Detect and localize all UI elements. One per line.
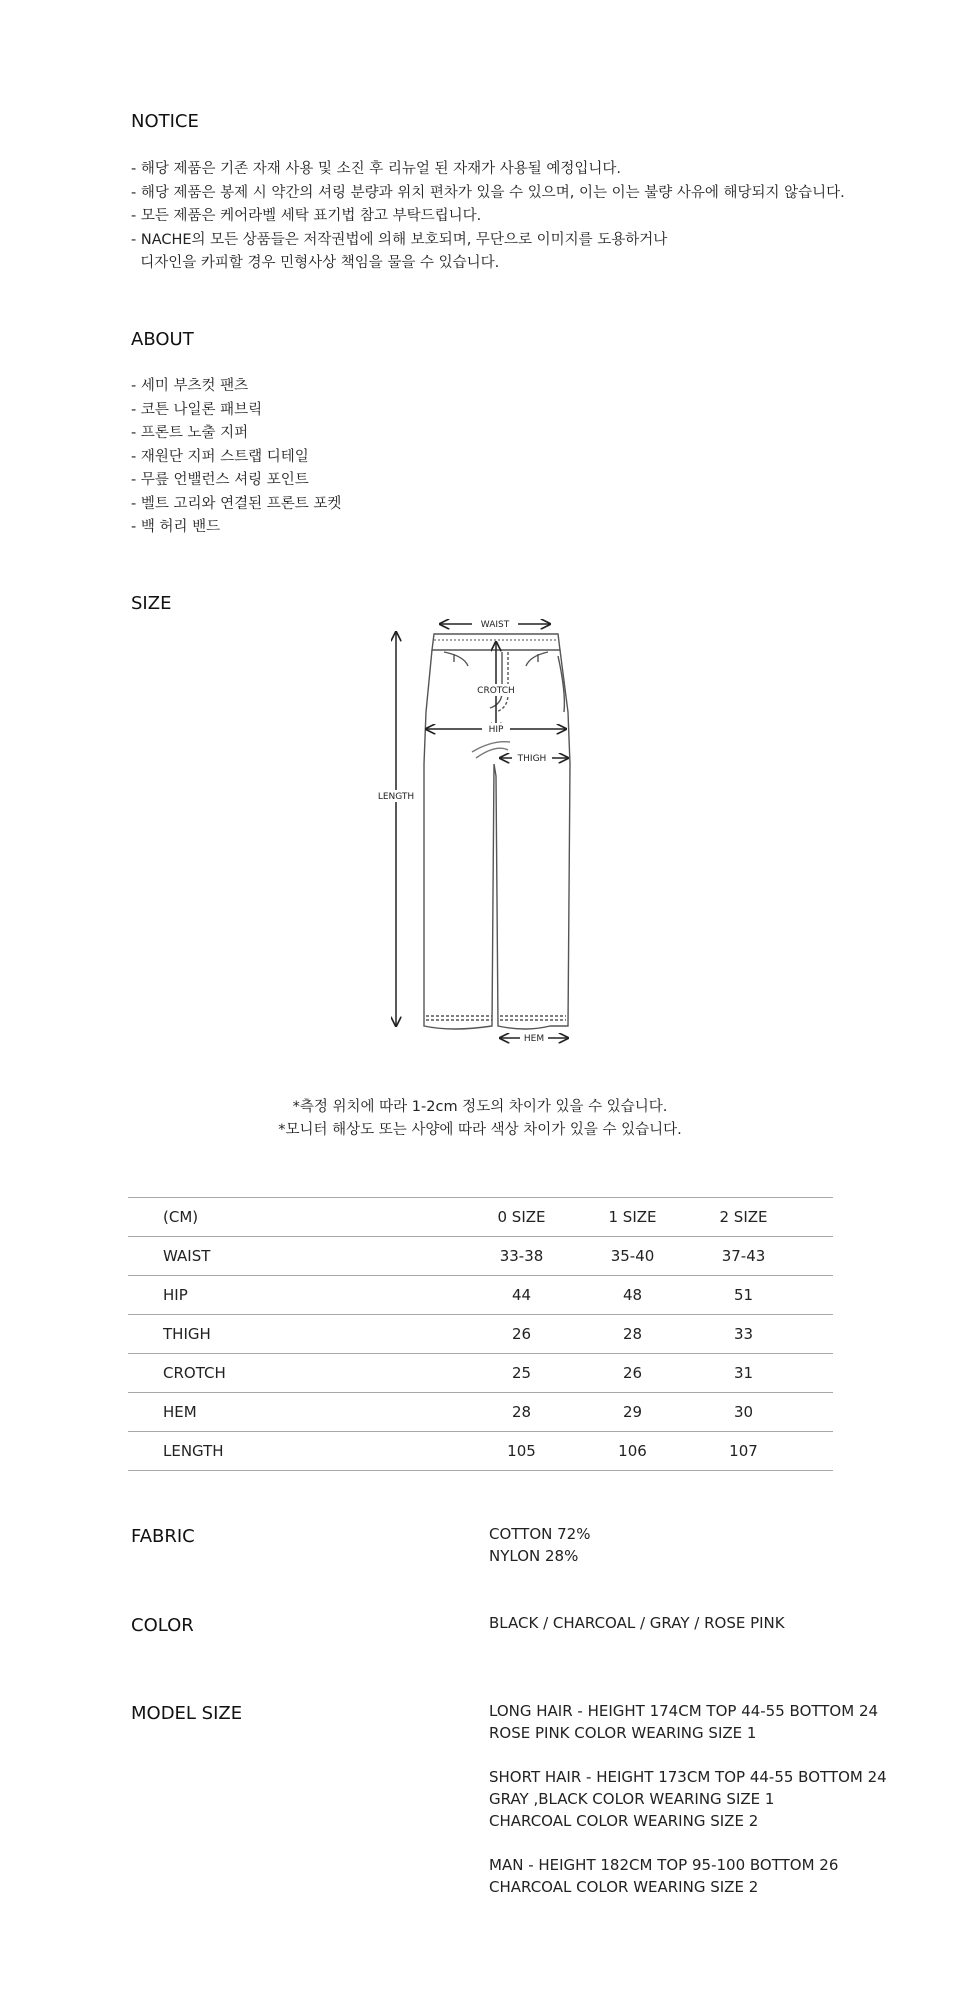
hem-label: HEM [523, 1034, 545, 1044]
cell-value: 30 [688, 1393, 799, 1432]
cell-value: 26 [577, 1354, 688, 1393]
model-line-spacer [489, 1832, 887, 1854]
model-line: SHORT HAIR - HEIGHT 173CM TOP 44-55 BOTTOM 24 [489, 1768, 887, 1786]
table-row [128, 1237, 833, 1276]
model-line-spacer [489, 1744, 887, 1766]
model-line: MAN - HEIGHT 182CM TOP 95-100 BOTTOM 26 [489, 1856, 839, 1874]
row-label: THIGH [163, 1315, 466, 1354]
fabric-label: FABRIC [131, 1526, 195, 1547]
notice-line: - 모든 제품은 케어라벨 세탁 표기법 참고 부탁드립니다. [131, 208, 482, 224]
model-line: LONG HAIR - HEIGHT 174CM TOP 44-55 BOTTOM 24 [489, 1702, 879, 1720]
model-size-value [489, 1700, 887, 1898]
thigh-label: THIGH [517, 754, 547, 764]
table-row [128, 1432, 833, 1471]
fabric-line: COTTON 72% [489, 1525, 591, 1543]
table-row [128, 1393, 833, 1432]
cell-value: 37-43 [688, 1237, 799, 1276]
notice-line: 디자인을 카피할 경우 민형사상 책임을 물을 수 있습니다. [131, 255, 500, 271]
model-line: CHARCOAL COLOR WEARING SIZE 2 [489, 1878, 759, 1896]
row-label: HIP [163, 1276, 466, 1315]
cell-value: 29 [577, 1393, 688, 1432]
pants-size-diagram [360, 612, 600, 1052]
about-line: - 재원단 지퍼 스트랩 디테일 [131, 448, 309, 465]
notice-title: NOTICE [131, 111, 199, 132]
row-label: HEM [163, 1393, 466, 1432]
about-line: - 백 허리 밴드 [131, 519, 221, 535]
cell-value: 33-38 [466, 1237, 577, 1276]
notice-line: - 해당 제품은 기존 자재 사용 및 소진 후 리뉴얼 된 자재가 사용될 예정입니다. [131, 161, 621, 177]
notice-lines [131, 158, 845, 276]
row-label: CROTCH [163, 1354, 466, 1393]
size-table [128, 1197, 833, 1471]
waist-label: WAIST [480, 620, 510, 630]
size-note: *모니터 해상도 또는 사양에 따라 색상 차이가 있을 수 있습니다. [278, 1122, 682, 1138]
cell-value: 35-40 [577, 1237, 688, 1276]
color-line: BLACK / CHARCOAL / GRAY / ROSE PINK [489, 1614, 785, 1632]
crotch-label: CROTCH [477, 686, 515, 696]
about-line: - 벨트 고리와 연결된 프론트 포켓 [131, 495, 342, 512]
color-label: COLOR [131, 1615, 194, 1636]
size-note: *측정 위치에 따라 1-2cm 정도의 차이가 있을 수 있습니다. [292, 1099, 668, 1115]
table-row [128, 1315, 833, 1354]
fabric-line: NYLON 28% [489, 1547, 579, 1565]
cell-value: 105 [466, 1432, 577, 1471]
about-line: - 코튼 나일론 패브릭 [131, 401, 263, 418]
row-label: LENGTH [163, 1432, 466, 1471]
model-size-label: MODEL SIZE [131, 1703, 243, 1724]
cell-value: 31 [688, 1354, 799, 1393]
color-value [489, 1612, 785, 1634]
about-line: - 세미 부츠컷 팬츠 [131, 378, 249, 394]
cell-value: 107 [688, 1432, 799, 1471]
header-size-1: 1 SIZE [577, 1198, 688, 1237]
notice-line: - 해당 제품은 봉제 시 약간의 셔링 분량과 위치 편차가 있을 수 있으며, 이는 이는 불량 사유에 해당되지 않습니다. [131, 184, 845, 201]
table-row [128, 1276, 833, 1315]
table-header-row [128, 1198, 833, 1237]
cell-value: 26 [466, 1315, 577, 1354]
size-notes [0, 1096, 960, 1142]
header-unit: (CM) [163, 1198, 466, 1237]
cell-value: 25 [466, 1354, 577, 1393]
notice-line: - NACHE의 모든 상품들은 저작권법에 의해 보호되며, 무단으로 이미지를 도용하거나 [131, 231, 668, 248]
cell-value: 28 [466, 1393, 577, 1432]
about-line: - 프론트 노출 지퍼 [131, 425, 249, 441]
cell-value: 28 [577, 1315, 688, 1354]
cell-value: 48 [577, 1276, 688, 1315]
fabric-value [489, 1523, 590, 1567]
length-label: LENGTH [377, 792, 415, 802]
about-line: - 무릎 언밸런스 셔링 포인트 [131, 472, 309, 488]
model-line: ROSE PINK COLOR WEARING SIZE 1 [489, 1724, 757, 1742]
cell-value: 106 [577, 1432, 688, 1471]
row-label: WAIST [163, 1237, 466, 1276]
model-line: CHARCOAL COLOR WEARING SIZE 2 [489, 1812, 759, 1830]
header-size-2: 2 SIZE [688, 1198, 799, 1237]
cell-value: 51 [688, 1276, 799, 1315]
about-title: ABOUT [131, 329, 194, 350]
cell-value: 44 [466, 1276, 577, 1315]
about-lines [131, 375, 341, 540]
table-row [128, 1354, 833, 1393]
hip-label: HIP [488, 725, 504, 735]
header-size-0: 0 SIZE [466, 1198, 577, 1237]
size-title: SIZE [131, 593, 172, 614]
model-line: GRAY ,BLACK COLOR WEARING SIZE 1 [489, 1790, 775, 1808]
cell-value: 33 [688, 1315, 799, 1354]
